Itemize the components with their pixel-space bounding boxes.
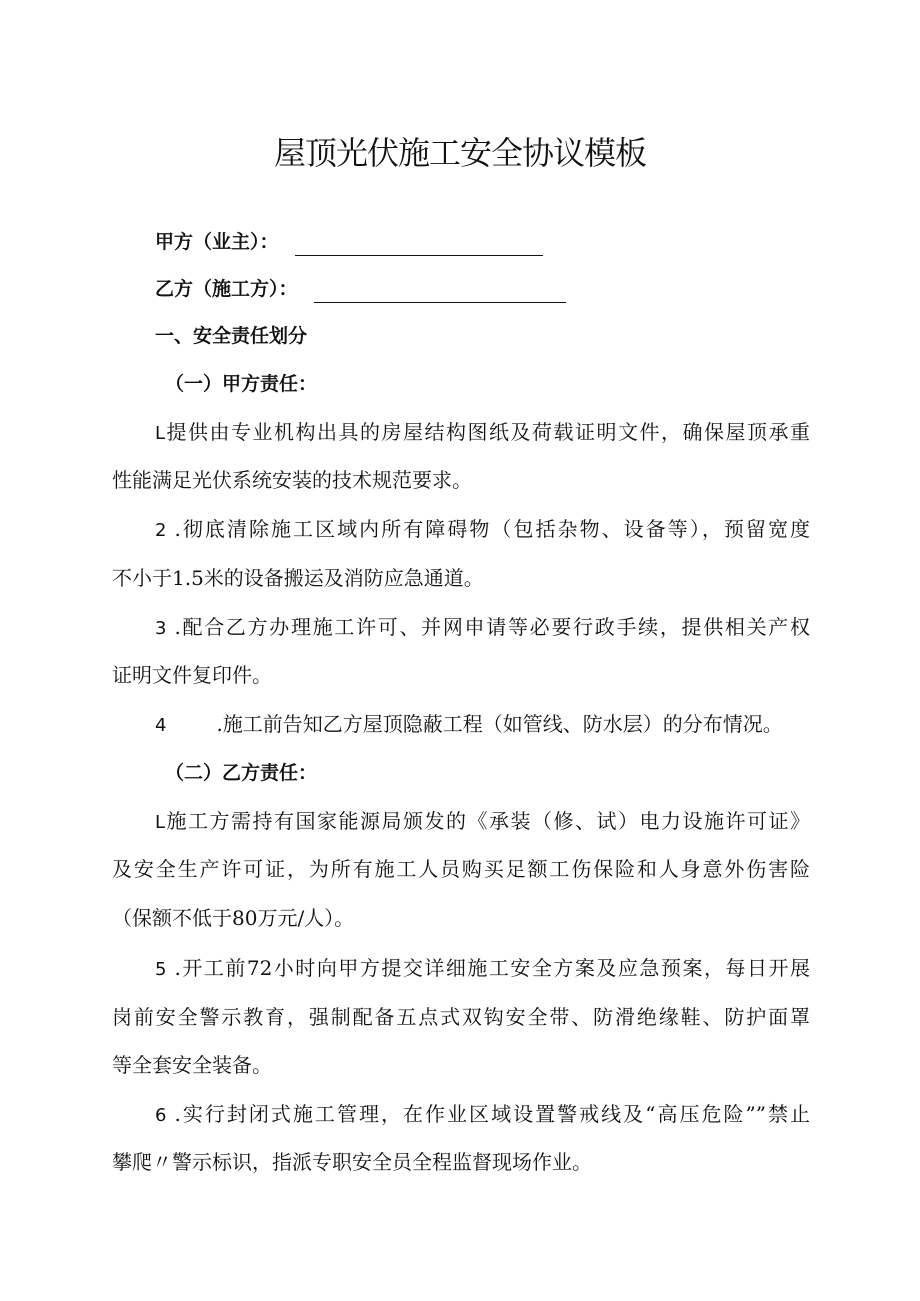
list-item-text: .施工前告知乙方屋顶隐蔽工程（如管线、防水层）的分布情况。 [216,712,783,736]
list-item-line: 不小于1.5米的设备搬运及消防应急通道。 [112,566,484,590]
party-b-row [155,275,855,303]
list-item-line [155,516,810,544]
sub-heading-party-b: （二）乙方责任： [165,762,318,784]
party-b-label: 乙方（施工方）： [155,278,298,300]
list-item-number: 6 [155,1105,167,1126]
list-item-line [155,1101,810,1129]
list-item-line [155,955,810,983]
list-item-number: 2 [155,520,167,541]
document-title: 屋顶光伏施工安全协议模板 [273,134,646,172]
list-item-line: 性能满足光伏系统安装的技术规范要求。 [112,468,472,492]
list-item-line [155,614,810,642]
list-item-line: 攀爬〃警示标识，指派专职安全员全程监督现场作业。 [112,1150,592,1174]
list-item-text: .实行封闭式施工管理，在作业区域设置警戒线及“高压危险””禁止 [174,1102,810,1126]
list-item-text: 施工方需持有国家能源局颁发的《承装（修、试）电力设施许可证》 [165,809,810,833]
list-item-number: 4 [155,715,167,736]
list-item-line: 证明文件复印件。 [112,663,272,687]
list-item-number: 3 [155,618,167,639]
section-heading: 一、安全责任划分 [155,325,308,347]
party-b-blank-field[interactable] [314,282,566,303]
list-item-line [155,419,810,447]
list-item-line: 等全套安全装备。 [112,1053,272,1077]
list-item-line [155,808,810,836]
list-item-line [155,711,855,739]
party-a-label: 甲方（业主）： [155,231,279,253]
list-item-number: L [155,423,166,444]
party-a-blank-field[interactable] [295,235,543,256]
list-item-text: .彻底清除施工区域内所有障碍物（包括杂物、设备等），预留宽度 [174,517,810,541]
list-item-text: 提供由专业机构出具的房屋结构图纸及荷载证明文件，确保屋顶承重 [165,420,810,444]
list-item-number: 5 [155,959,167,980]
list-item-number: L [155,812,166,833]
sub-heading-party-a: （一）甲方责任： [165,373,318,395]
list-item-line: （保额不低于80万元/人）。 [112,906,355,930]
list-item-text: .开工前72小时向甲方提交详细施工安全方案及应急预案，每日开展 [174,956,810,980]
list-item-text: .配合乙方办理施工许可、并网申请等必要行政手续，提供相关产权 [174,615,810,639]
list-item-line: 及安全生产许可证，为所有施工人员购买足额工伤保险和人身意外伤害险 [112,857,810,881]
list-item-line: 岗前安全警示教育，强制配备五点式双钩安全带、防滑绝缘鞋、防护面罩 [112,1005,810,1029]
party-a-row [155,228,855,256]
